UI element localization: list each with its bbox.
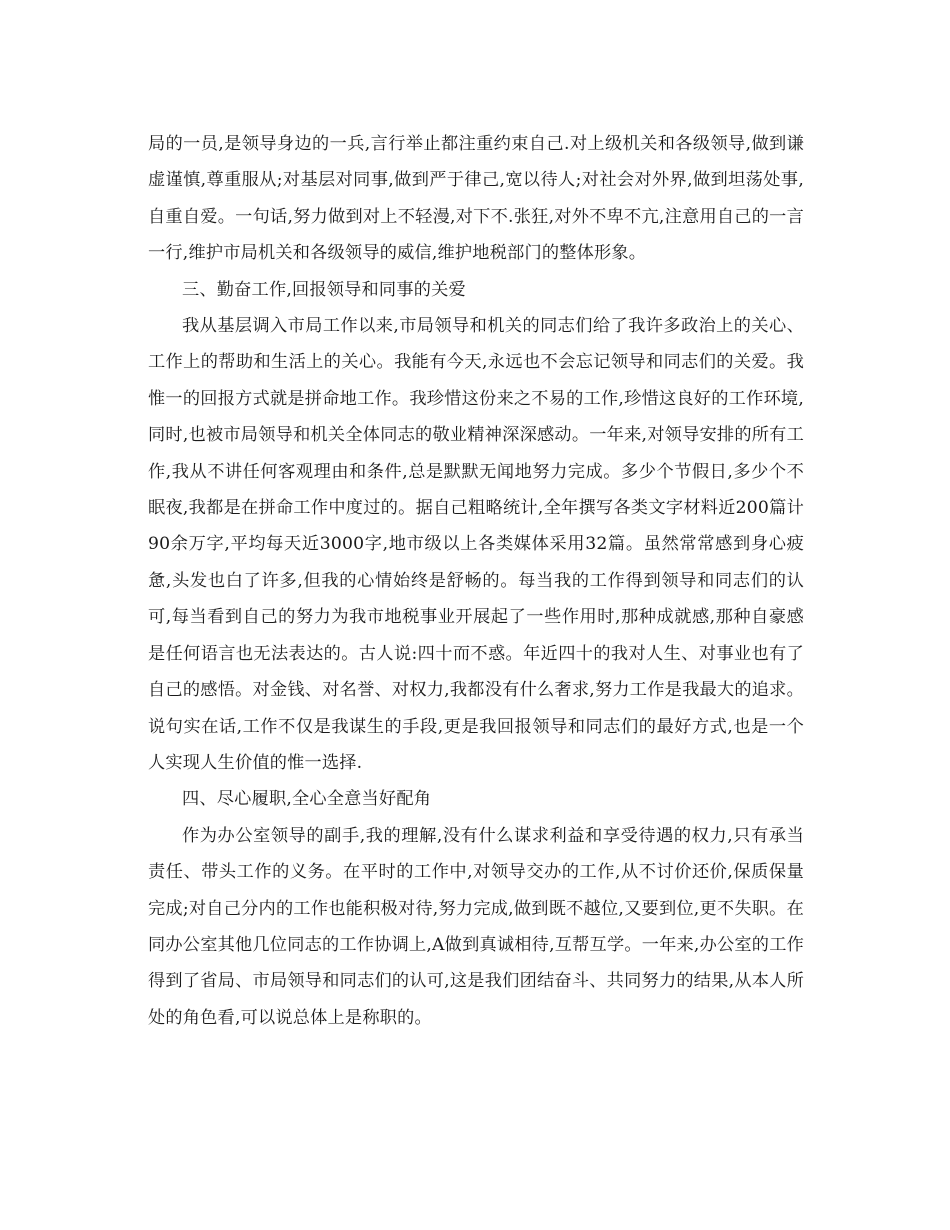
heading-section-four: 四、尽心履职,全心全意当好配角 (182, 789, 432, 810)
document-page (148, 126, 804, 1036)
paragraph-duty: 作为办公室领导的副手,我的理解,没有什么谋求利益和享受待遇的权力,只有承当责任、带头工作的义务。在平时的工作中,对领导交办的工作,从不讨价还价,保质保量完成;对自己分内的工作也能积极对待,努力完成,做到既不越位,又要到位,更不失职。在同办公室其他几位同志的工作协调上,A做到真诚相待,互帮互学。一年来,办公室的工作得到了省局、市局领导和同志们的认可,这是我们团结奋斗、共同努力的结果,从本人所处的角色看,可以说总体上是称职的。 (148, 825, 804, 1028)
paragraph-conduct: 局的一员,是领导身边的一兵,言行举止都注重约束自己.对上级机关和各级领导,做到谦虚谨慎,尊重服从;对基层对同事,做到严于律己,宽以待人;对社会对外界,做到坦荡处事,自重自爱。一句话,努力做到对上不轻漫,对下不.张狂,对外不卑不亢,注意用自己的一言一行,维护市局机关和各级领导的威信,维护地税部门的整体形象。 (148, 134, 804, 264)
heading-section-three: 三、勤奋工作,回报领导和同事的关爱 (182, 279, 466, 300)
paragraph-hard-work: 我从基层调入市局工作以来,市局领导和机关的同志们给了我许多政治上的关心、工作上的帮助和生活上的关心。我能有今天,永远也不会忘记领导和同志们的关爱。我惟一的回报方式就是拼命地工作。我珍惜这份来之不易的工作,珍惜这良好的工作环境,同时,也被市局领导和机关全体同志的敬业精神深深感动。一年来,对领导安排的所有工作,我从不讲任何客观理由和条件,总是默默无闻地努力完成。多少个节假日,多少个不眠夜,我都是在拼命工作中度过的。据自己粗略统计,全年撰写各类文字材料近200篇计90余万字,平均每天近3000字,地市级以上各类媒体采用32篇。虽然常常感到身心疲惫,头发也白了许多,但我的心情始终是舒畅的。每当我的工作得到领导和同志们的认可,每当看到自己的努力为我市地税事业开展起了一些作用时,那种成就感,那种自豪感是任何语言也无法表达的。古人说:四十而不惑。年近四十的我对人生、对事业也有了自己的感悟。对金钱、对名誉、对权力,我都没有什么奢求,努力工作是我最大的追求。说句实在话,工作不仅是我谋生的手段,更是我回报领导和同志们的最好方式,也是一个人实现人生价值的惟一选择. (148, 316, 804, 773)
